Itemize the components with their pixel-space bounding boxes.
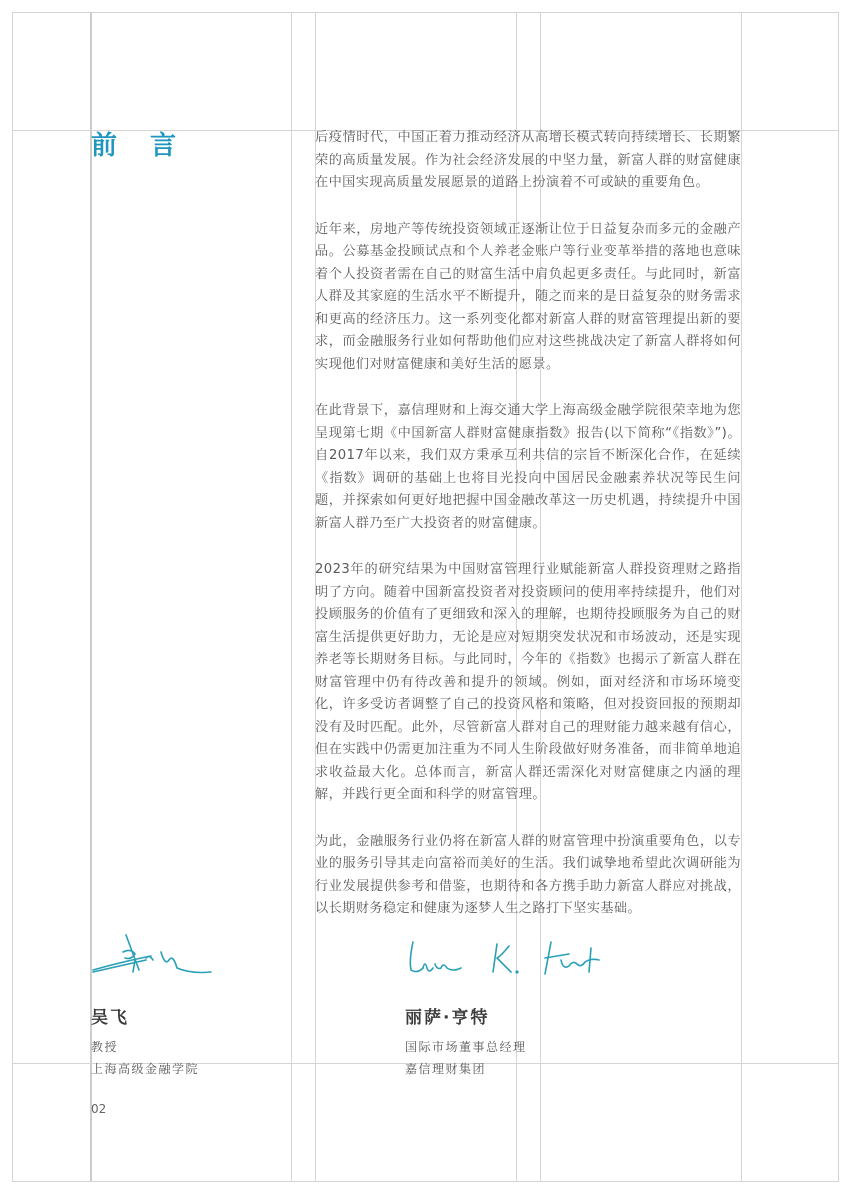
paragraph: 后疫情时代，中国正着力推动经济从高增长模式转向持续增长、长期繁荣的高质量发展。作为社会经济发展的中坚力量，新富人群的财富健康在中国实现高质量发展愿景的道路上扮演着不可或缺的重要角色。 bbox=[315, 130, 741, 190]
grid-line-top-border bbox=[12, 12, 839, 13]
grid-line-left-border bbox=[12, 12, 13, 1182]
grid-line-bottom-border bbox=[12, 1181, 839, 1182]
signatory-block-lisa-hunt bbox=[405, 930, 605, 1080]
handwritten-signature-icon bbox=[405, 930, 605, 985]
signatory-organization: 上海高级金融学院 bbox=[91, 1062, 200, 1076]
paragraph: 近年来，房地产等传统投资领域正逐渐让位于日益复杂而多元的金融产品。公募基金投顾试点和个人养老金账户等行业变革举措的落地也意味着个人投资者需在自己的财富生活中肩负起更多责任。与此同时，新富人群及其家庭的生活水平不断提升，随之而来的是日益复杂的财务需求和更高的经济压力。这一系列变化都对新富人群的财富管理提出新的要求，而金融服务行业如何帮助他们应对这些挑战决定了新富人群将如何实现他们对财富健康和美好生活的愿景。 bbox=[315, 221, 741, 372]
signatory-title: 国际市场董事总经理 bbox=[405, 1040, 527, 1054]
grid-line-col-3-end bbox=[741, 12, 742, 1182]
handwritten-signature-icon bbox=[91, 930, 221, 985]
signatory-block-wu-fei bbox=[91, 930, 221, 1080]
signatory-organization: 嘉信理财集团 bbox=[405, 1062, 487, 1076]
preface-body bbox=[315, 127, 741, 945]
signatory-name: 丽萨·亨特 bbox=[405, 1008, 490, 1028]
signatory-title: 教授 bbox=[91, 1040, 119, 1054]
grid-line-col-1-end bbox=[291, 12, 292, 1182]
page-title: 前 言 bbox=[91, 131, 189, 161]
paragraph: 在此背景下，嘉信理财和上海交通大学上海高级金融学院很荣幸地为您呈现第七期《中国新富人群财富健康指数》报告(以下简称“《指数》”)。自2017年以来，我们双方秉承互利共信的宗旨不断深化合作，在延续《指数》调研的基础上也将目光投向中国居民金融素养状况等民生问题，并探索如何更好地把握中国金融改革这一历史机遇，持续提升中国新富人群乃至广大投资者的财富健康。 bbox=[315, 403, 741, 531]
paragraph: 为此，金融服务行业仍将在新富人群的财富管理中扮演重要角色，以专业的服务引导其走向富裕而美好的生活。我们诚挚地希望此次调研能为行业发展提供参考和借鉴，也期待和各方携手助力新富人群应对挑战，以长期财务稳定和健康为逐梦人生之路打下坚实基础。 bbox=[315, 833, 741, 916]
signatory-name: 吴飞 bbox=[91, 1008, 129, 1028]
page-number: 02 bbox=[91, 1102, 107, 1116]
grid-line-right-border bbox=[838, 12, 839, 1182]
paragraph: 2023年的研究结果为中国财富管理行业赋能新富人群投资理财之路指明了方向。随着中国新富投资者对投资顾问的使用率持续提升，他们对投顾服务的价值有了更细致和深入的理解，也期待投顾服务为自己的财富生活提供更好助力，无论是应对短期突发状况和市场波动，还是实现养老等长期财务目标。与此同时，今年的《指数》也揭示了新富人群在财富管理中仍有待改善和提升的领域。例如，面对经济和市场环境变化，许多受访者调整了自己的投资风格和策略，但对投资回报的预期却没有及时匹配。此外，尽管新富人群对自己的理财能力越来越有信心，但在实践中仍需更加注重为不同人生阶段做好财务准备，而非简单地追求收益最大化。总体而言，新富人群还需深化对财富健康之内涵的理解，并践行更全面和科学的财富管理。 bbox=[315, 562, 741, 802]
